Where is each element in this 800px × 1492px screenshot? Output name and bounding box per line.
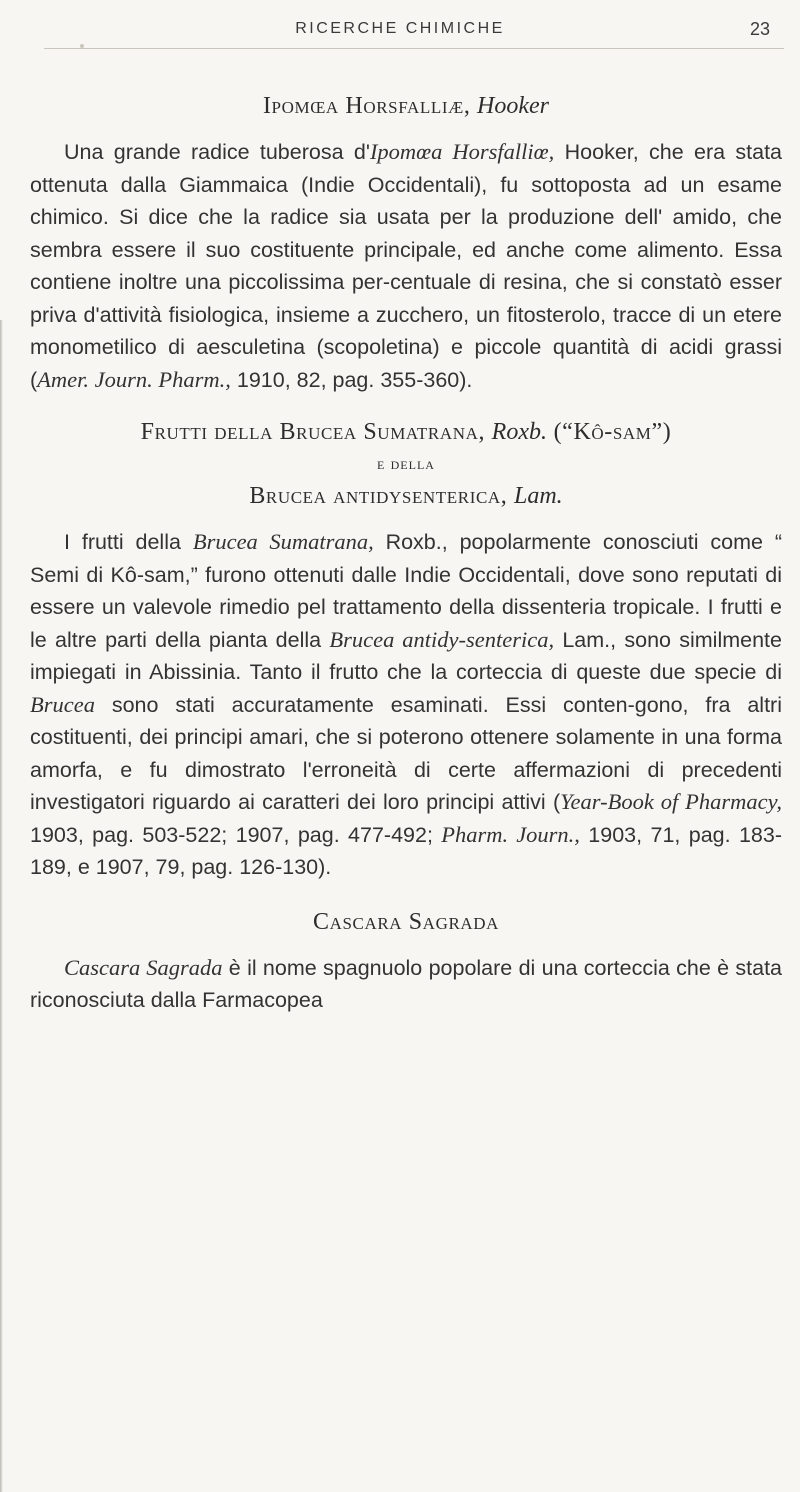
header-rule bbox=[44, 48, 784, 49]
text-run: sono stati accuratamente esaminati. Essi conten-gono, fra altri costituenti, dei principi amari, che si poterono ottenere solamente in una forma amorfa, e fu dimostrato l'erroneità di certe affermazioni di precedenti investigatori riguardo ai caratteri dei loro principi attivi ( bbox=[30, 692, 782, 814]
text-column bbox=[30, 90, 782, 1017]
italic-run: Brucea antidy-senterica, bbox=[329, 626, 555, 652]
italic-run: Year-Book of Pharmacy, bbox=[560, 789, 783, 814]
ink-speck bbox=[80, 44, 84, 48]
italic-run: Brucea Sumatrana, bbox=[192, 529, 374, 554]
text-run: Hooker, che era stata ottenuta dalla Giammaica (Indie Occidentali), fu sottoposta ad un esame chimico. Si dice che la radice sia usata per la produzione dell' amido, che sembra essere il suo costituente principale, ed anche come alimento. Essa contiene inoltre una piccolissima per-centuale di resina, che si constatò esser priva d'attività fisiologica, insieme a zucchero, un fitosterolo, tracce di un etere monometilico di aesculetina (scopoletina) e piccole quantità di acidi grassi ( bbox=[30, 140, 783, 392]
italic-run: Cascara Sagrada bbox=[64, 954, 223, 980]
section-heading-brucea bbox=[30, 416, 782, 512]
text-run: 1903, pag. 503-522; 1907, pag. 477-492; bbox=[30, 822, 442, 847]
heading-author: Hooker bbox=[477, 93, 550, 119]
italic-run: Brucea bbox=[30, 691, 95, 717]
running-header bbox=[0, 16, 800, 46]
text-run: è il nome spagnuolo popolare di una corteccia che è stata riconosciuta dalla Farmacopea bbox=[30, 955, 782, 1012]
section-heading-ipomoea bbox=[30, 90, 782, 122]
italic-run: Pharm. Journ., bbox=[441, 821, 580, 847]
text-run: I frutti della bbox=[64, 530, 193, 554]
paragraph-brucea bbox=[30, 526, 782, 884]
page-number: 23 bbox=[749, 19, 770, 39]
italic-run: Ipomœa Horsfalliœ, bbox=[369, 139, 555, 164]
section-heading-cascara: Cascara Sagrada bbox=[312, 908, 500, 935]
running-title: RICERCHE CHIMICHE bbox=[295, 20, 505, 37]
text-run: Una grande radice tuberosa d' bbox=[64, 140, 370, 164]
text-run: 1910, 82, pag. 355-360). bbox=[230, 367, 473, 392]
heading-title: Ipomœa Horsfalliæ, bbox=[262, 93, 471, 119]
paragraph-ipomoea bbox=[30, 136, 782, 396]
paragraph-cascara bbox=[30, 952, 782, 1017]
heading-line-3: Brucea antidysenterica, Lam. bbox=[249, 483, 563, 509]
heading-line-2: e della bbox=[377, 454, 435, 473]
text-run: Lam., sono similmente impiegati in Abissinia. Tanto il frutto che la corteccia di queste due specie di bbox=[30, 627, 782, 684]
heading-line-1: Frutti della Brucea Sumatrana, Roxb. (“Kô-sam”) bbox=[140, 419, 672, 445]
italic-run: Amer. Journ. Pharm., bbox=[37, 366, 231, 392]
page-edge-shadow bbox=[0, 320, 3, 1492]
text-run: 1903, 71, pag. 183-189, e 1907, 79, pag. 126-130). bbox=[30, 822, 782, 879]
text-run: Roxb., popolarmente conosciuti come “ Semi di Kô-sam,” furono ottenuti dalle Indie Occidentali, dove sono reputati di essere un valevole rimedio pel trattamento della dissenteria tropicale. I frutti e le altre parti della pianta della bbox=[30, 530, 782, 652]
